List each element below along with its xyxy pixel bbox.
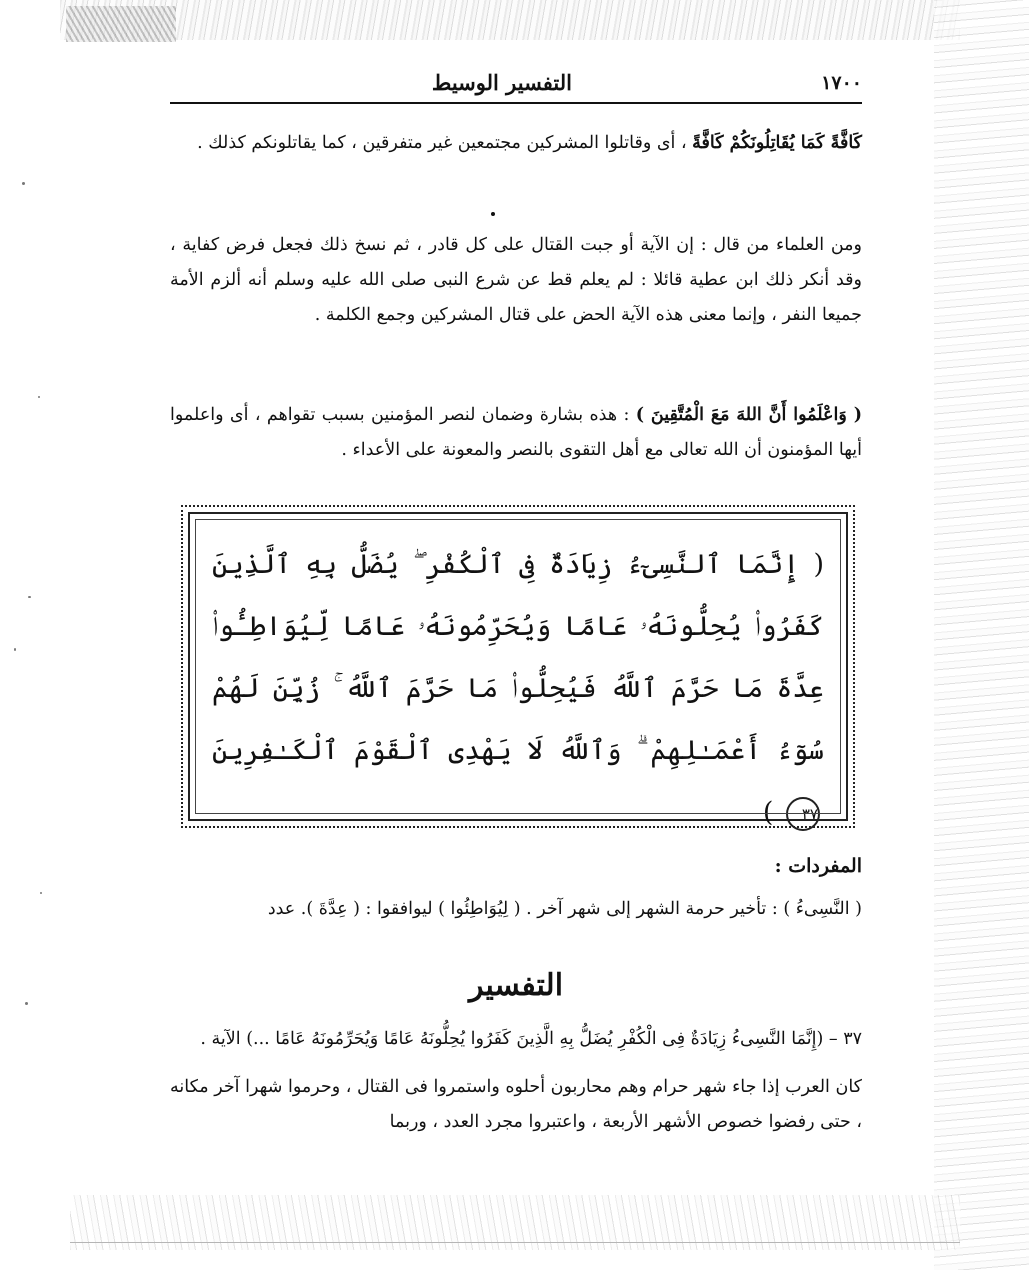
ayah-number-medallion: ٣٧	[786, 797, 820, 831]
page-number: ١٧٠٠	[821, 72, 862, 94]
page-bottom-edge	[70, 1242, 960, 1243]
running-title: التفسير الوسيط	[431, 70, 572, 95]
scan-noise-right	[934, 0, 1029, 1270]
vocabulary-heading: المفردات :	[774, 855, 862, 877]
quran-verse-box	[188, 512, 848, 828]
scan-specks-left	[0, 0, 60, 1270]
paragraph-1	[170, 126, 862, 161]
vocabulary-text: ( النَّسِىءُ ) : تأخير حرمة الشهر إلى شهر آخر . ( لِيُوَاطِئُوا ) ليوافقوا : ( عِدَّةَ ). عدد	[267, 899, 862, 919]
scan-noise-corner	[66, 6, 176, 42]
tafsir-verse-reference: ٣٧ – (إِنَّمَا النَّسِىءُ زِيَادَةٌ فِى الْكُفْرِ يُضَلُّ بِهِ الَّذِينَ كَفَرُوا يُحِلُّونَهُ عَامًا وَيُحَرِّمُونَهُ عَامًا ...) الآية .	[200, 1029, 862, 1049]
paragraph-text: : هذه بشارة وضمان لنصر المؤمنين بسبب تقواهم ، أى واعلموا أيها المؤمنون أن الله تعالى مع أهل التقوى بالنصر والمعونة على الأعداء .	[170, 405, 862, 460]
quote-phrase: ( وَاعْلَمُوا أَنَّ اللهَ مَعَ الْمُتَّقِينَ )	[635, 405, 862, 425]
quran-verse	[212, 534, 824, 844]
verse-text: ( إِنَّمَا ٱلنَّسِىٓءُ زِيَادَةٌ فِى ٱلْكُفْرِ ۖ يُضَلُّ بِهِ ٱلَّذِينَ كَفَرُوا۟ يُحِلُّونَهُۥ عَامًا وَيُحَرِّمُونَهُۥ عَامًا لِّيُوَاطِـُٔوا۟ عِدَّةَ مَا حَرَّمَ ٱللَّهُ فَيُحِلُّوا۟ مَا حَرَّمَ ٱللَّهُ ۚ زُيِّنَ لَهُمْ سُوٓءُ أَعْمَـٰلِهِمْ ۗ وَٱللَّهُ لَا يَهْدِى ٱلْقَوْمَ ٱلْكَـٰفِرِينَ	[212, 549, 824, 766]
paragraph-2: ومن العلماء من قال : إن الآية أو جبت القتال على كل قادر ، ثم نسخ ذلك فجعل فرض كفاية ، وقد أنكر ذلك ابن عطية قائلا : لم يعلم قط عن شرع النبى صلى الله عليه وسلم أنه ألزم الأمة جميعا النفر ، وإنما معنى هذه الآية الحض على قتال المشركين وجمع الكلمة .	[170, 235, 862, 325]
paragraph-text: ، أى وقاتلوا المشركين مجتمعين غير متفرقين ، كما يقاتلونكم كذلك .	[197, 133, 693, 153]
page-header	[170, 70, 862, 104]
scan-noise-top	[60, 0, 960, 40]
verse-closing: )	[762, 797, 774, 828]
paragraph-3	[170, 398, 862, 468]
quote-phrase: كَافَّةً كَمَا يُقَاتِلُونَكُمْ كَافَّةً	[692, 133, 862, 153]
tafsir-body: كان العرب إذا جاء شهر حرام وهم محاربون أحلوه واستمروا فى القتال ، وحرموا شهرا آخر مكانه ، حتى رفضوا خصوص الأشهر الأربعة ، واعتبروا مجرد العدد ، وربما	[170, 1077, 862, 1132]
tafsir-heading: التفسير	[468, 968, 564, 1003]
book-page	[170, 60, 862, 1240]
ink-dot	[491, 212, 495, 216]
